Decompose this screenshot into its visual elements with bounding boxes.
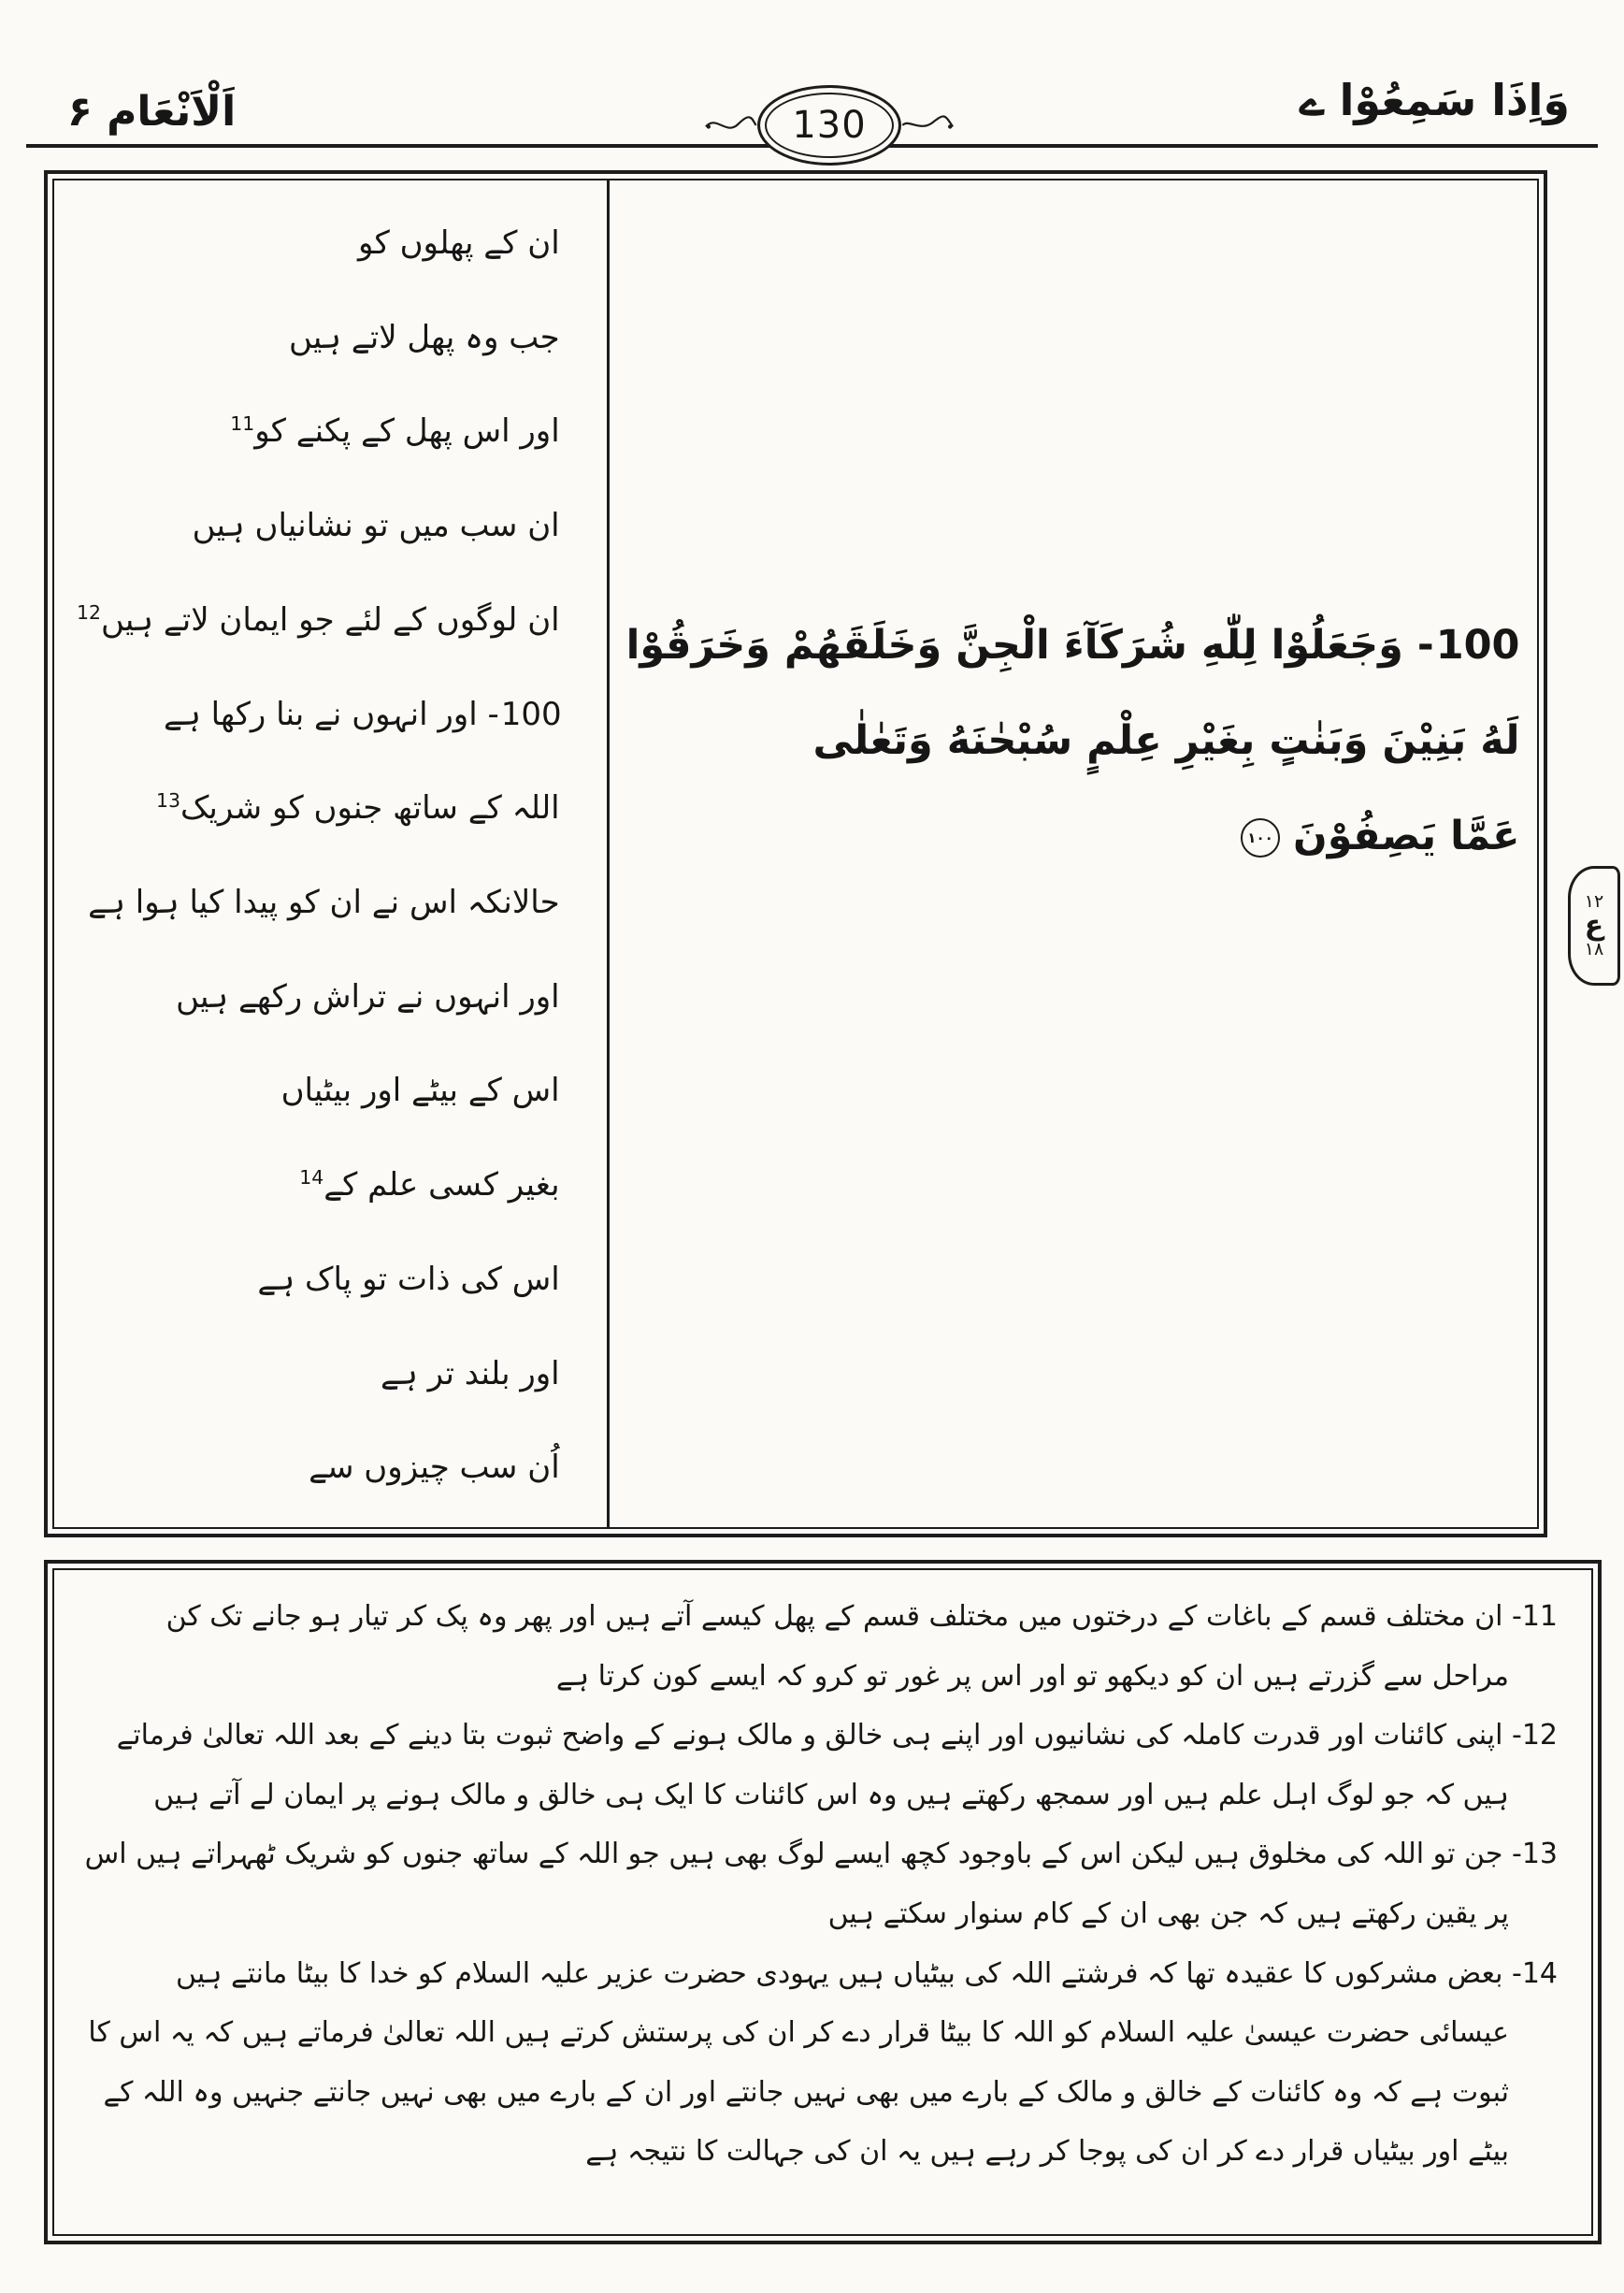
translation-line [75, 506, 562, 546]
translation-text: ان کے پھلوں کو [358, 224, 560, 262]
verse-number [560, 789, 562, 827]
verse-number [560, 412, 562, 450]
arabic-verse-line [626, 715, 1520, 768]
translation-text: اور انہوں نے تراش رکھے ہیں [176, 977, 560, 1016]
translation-text: جب وہ پھل لاتے ہیں [288, 318, 560, 356]
arabic-verse-line [626, 811, 1520, 863]
page-number-oval [757, 85, 901, 166]
translation-text: اور بلند تر ہے [381, 1354, 560, 1392]
footnote [80, 1824, 1558, 1943]
arabic-text: - وَجَعَلُوْا لِلّٰهِ شُرَكَآءَ الْجِنَّ وَخَلَقَهُمْ وَخَرَقُوْا [625, 622, 1434, 670]
verse-number [560, 1166, 562, 1204]
translation-line [75, 977, 562, 1017]
translation-line [75, 1165, 562, 1205]
verse-number: 100 [500, 695, 562, 733]
translation-text: اور اس پھل کے پکنے کو [254, 412, 560, 451]
footnote-text: - جن تو اللہ کی مخلوق ہیں لیکن اس کے باوجود کچھ ایسے لوگ بھی ہیں جو اللہ کے ساتھ جنوں کو شریک ٹھہراتے ہیں اس پر یقین رکھتے ہیں کہ جن بھی ان کے کام سنوار سکتے ہیں [84, 1838, 1522, 1930]
arabic-text: عَمَّا يَصِفُوْنَ [1293, 812, 1520, 859]
verse-number [560, 884, 562, 921]
translation-text: - اور انہوں نے بنا رکھا ہے [164, 695, 499, 733]
flourish-right-icon [901, 109, 956, 141]
translation-line [75, 1354, 562, 1394]
footnote-number: 13 [1521, 1838, 1558, 1871]
translation-line [75, 1448, 562, 1488]
translation-text: اس کی ذات تو پاک ہے [257, 1260, 560, 1298]
footnote-text: - بعض مشرکوں کا عقیدہ تھا کہ فرشتے اللہ کی بیٹیاں ہیں یہودی حضرت عزیر علیہ السلام کو خدا کا بیٹا مانتے ہیں عیسائی حضرت عیسیٰ علیہ السلام کو اللہ کا بیٹا قرار دے کر ان کی پرستش کرتے ہیں اللہ تعالیٰ فرماتے ہیں کہ یہ اس کا ثبوت ہے کہ وہ کائنات کے خالق و مالک کے بارے میں بھی نہیں جانتے اور ان کے بارے میں بھی نہیں جانتے جنہیں وہ اللہ کے بیٹے اور بیٹیاں قرار دے کر ان کی پوجا کر رہے ہیں یہ ان کی جہالت کا نتیجہ ہے [88, 1956, 1522, 2169]
ruku-ain-icon: ع [1584, 909, 1604, 942]
translation-line [75, 600, 562, 641]
translation-panel [54, 180, 610, 1527]
verse-number: 100 [1435, 622, 1520, 670]
verse-number [560, 1261, 562, 1298]
footnote [80, 1944, 1558, 2182]
verse-and-translation-box [44, 170, 1547, 1537]
verse-number [560, 978, 562, 1016]
ayah-end-icon [1241, 818, 1280, 858]
verse-and-translation-inner [52, 179, 1539, 1529]
translation-line [75, 1071, 562, 1111]
translation-text: ان لوگوں کے لئے جو ایمان لاتے ہیں [100, 600, 560, 639]
footnote-ref: 13 [156, 788, 180, 812]
page-number: 130 [792, 104, 867, 147]
footnote [80, 1587, 1558, 1706]
verse-number [560, 319, 562, 356]
translation-line [75, 318, 562, 358]
translation-line [75, 1260, 562, 1300]
footnote-ref: 14 [299, 1165, 324, 1189]
translation-text: اس کے بیٹے اور بیٹیاں [280, 1072, 560, 1110]
verse-number [560, 507, 562, 544]
translation-text: بغیر کسی علم کے [323, 1166, 560, 1204]
footnote-ref: 11 [230, 412, 255, 436]
footnote-ref: 12 [77, 600, 101, 624]
verse-number [560, 601, 562, 639]
translation-text: ان سب میں تو نشانیاں ہیں [192, 507, 560, 545]
footnote-text: - اپنی کائنات اور قدرت کاملہ کی نشانیوں اور اپنے ہی خالق و مالک ہونے کے واضح ثبوت بتا دینے کے بعد اللہ تعالیٰ فرماتے ہیں کہ جو لوگ اہل علم ہیں اور سمجھ رکھتے ہیں وہ اس کائنات کا ایک ہی خالق و مالک ہونے پر ایمان لے آتے ہیں [116, 1719, 1522, 1811]
arabic-verse-panel [610, 68, 1561, 1415]
ruku-number-in-juz: ۱۸ [1584, 939, 1604, 959]
ruku-number-in-surah: ۱۲ [1584, 891, 1604, 913]
arabic-verse-line [626, 620, 1520, 672]
page-number-ornament [703, 82, 956, 168]
footnotes-box [44, 1560, 1602, 2244]
footnote [80, 1706, 1558, 1824]
ayah-end-number: ۱۰۰ [1247, 829, 1273, 846]
juz-ruku-marker [1568, 866, 1620, 986]
footnotes-panel [52, 1568, 1593, 2236]
translation-text: حالانکہ اس نے ان کو پیدا کیا ہوا ہے [88, 884, 560, 922]
flourish-left-icon [703, 109, 757, 141]
footnote-number: 12 [1521, 1719, 1558, 1752]
verse-number [560, 1449, 562, 1486]
surah-name: اَلْاَنْعَام ۶ [67, 88, 237, 136]
translation-text: اللہ کے ساتھ جنوں کو شریک [180, 789, 560, 828]
verse-number [560, 1355, 562, 1392]
footnote-number: 11 [1521, 1600, 1558, 1633]
quarter-title: وَاِذَا سَمِعُوْا ے [1299, 75, 1570, 125]
translation-line [75, 788, 562, 829]
translation-line [75, 411, 562, 452]
footnote-text: - ان مختلف قسم کے باغات کے درختوں میں مختلف قسم کے پھل کیسے آتے ہیں اور پھر وہ پک کر تیار ہو جانے تک کن مراحل سے گزرتے ہیں ان کو دیکھو تو اور اس پر غور تو کرو کہ ایسے کون کرتا ہے [165, 1600, 1522, 1693]
translation-line [75, 224, 562, 264]
translation-line [75, 695, 562, 735]
arabic-text: لَهُ بَنِيْنَ وَبَنٰتٍ بِغَيْرِ عِلْمٍ سُبْحٰنَهُ وَتَعٰلٰى [812, 717, 1520, 765]
translation-line [75, 883, 562, 923]
verse-number [560, 224, 562, 262]
verse-number [560, 1072, 562, 1109]
footnote-number: 14 [1521, 1956, 1558, 1990]
translation-text: اُن سب چیزوں سے [309, 1449, 560, 1487]
